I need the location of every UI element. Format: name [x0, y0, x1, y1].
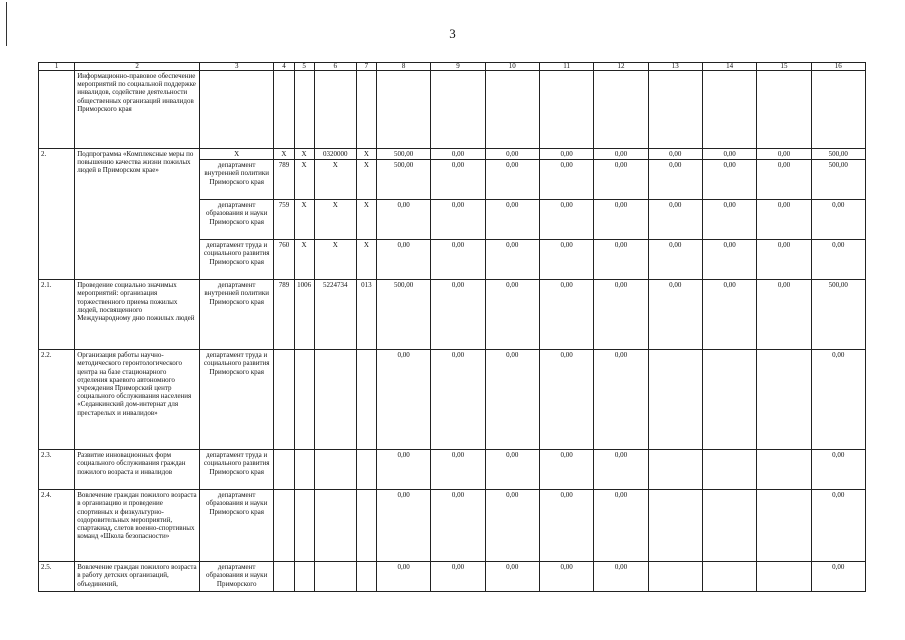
table-row [39, 490, 866, 562]
code-cell: 5224734 [314, 280, 356, 350]
row-number: 2.4. [39, 490, 75, 562]
value-cell: 0,00 [594, 149, 648, 160]
value-cell: 0,00 [539, 280, 593, 350]
code-cell: 1006 [294, 280, 314, 350]
table-row [39, 71, 866, 149]
value-cell: 500,00 [376, 280, 430, 350]
code-cell: 0320000 [314, 149, 356, 160]
value-cell: 0,00 [648, 149, 702, 160]
value-cell: 0,00 [539, 490, 593, 562]
value-cell: 0,00 [757, 200, 811, 240]
value-cell [757, 350, 811, 450]
col-header: 9 [431, 63, 485, 71]
value-cell: 0,00 [539, 450, 593, 490]
measure-name: Организация работы научно-методического геронтологического центра на базе стационарного отделения краевого автономного учреждения Приморский центр социального обслуживания населения «Седанкинский дом-интернат для престарелых и инвалидов» [75, 350, 200, 450]
code-cell: X [314, 200, 356, 240]
row-number: 2.3. [39, 450, 75, 490]
value-cell: 500,00 [811, 280, 865, 350]
value-cell [648, 450, 702, 490]
code-cell: 759 [274, 200, 294, 240]
value-cell: 0,00 [594, 490, 648, 562]
value-cell [702, 450, 756, 490]
col-header: 15 [757, 63, 811, 71]
value-cell: 0,00 [811, 490, 865, 562]
value-cell: 0,00 [594, 200, 648, 240]
value-cell: 0,00 [376, 450, 430, 490]
col-header: 4 [274, 63, 294, 71]
code-cell: 789 [274, 160, 294, 200]
col-header: 14 [702, 63, 756, 71]
page-number: 3 [449, 26, 456, 41]
value-cell: 0,00 [702, 240, 756, 280]
col-header: 13 [648, 63, 702, 71]
value-cell: 0,00 [431, 149, 485, 160]
value-cell: 0,00 [485, 490, 539, 562]
col-header: 7 [356, 63, 376, 71]
value-cell: 500,00 [376, 149, 430, 160]
code-cell: X [294, 160, 314, 200]
table-row [39, 450, 866, 490]
row-number: 2. [39, 149, 75, 280]
col-header: 8 [376, 63, 430, 71]
value-cell: 0,00 [539, 240, 593, 280]
executor: департамент труда и социального развития Приморского края [199, 450, 273, 490]
value-cell: 0,00 [485, 200, 539, 240]
value-cell: 0,00 [648, 200, 702, 240]
value-cell: 500,00 [811, 149, 865, 160]
value-cell: 0,00 [485, 240, 539, 280]
value-cell: 0,00 [702, 160, 756, 200]
value-cell: 0,00 [757, 160, 811, 200]
value-cell: 0,00 [376, 350, 430, 450]
col-header: 5 [294, 63, 314, 71]
value-cell: 0,00 [757, 240, 811, 280]
value-cell [757, 450, 811, 490]
code-cell: X [356, 240, 376, 280]
value-cell: 0,00 [811, 200, 865, 240]
measure-name: Подпрограмма «Комплексные меры по повышению качества жизни пожилых людей в Приморском крае» [75, 149, 200, 280]
value-cell: 0,00 [594, 562, 648, 592]
code-cell: X [314, 160, 356, 200]
table-row [39, 149, 866, 160]
value-cell: 500,00 [376, 160, 430, 200]
executor: департамент образования и науки Приморского [199, 562, 273, 592]
col-header: 10 [485, 63, 539, 71]
value-cell: 0,00 [376, 240, 430, 280]
value-cell: 0,00 [539, 160, 593, 200]
value-cell: 0,00 [539, 350, 593, 450]
value-cell: 0,00 [539, 149, 593, 160]
row-number: 2.5. [39, 562, 75, 592]
value-cell: 0,00 [431, 450, 485, 490]
measure-name: Информационно-правовое обеспечение мероприятий по социальной поддержке инвалидов, содействие деятельности общественных организаций инвалидов Приморского края [75, 71, 200, 149]
value-cell: 0,00 [702, 280, 756, 350]
value-cell [648, 490, 702, 562]
code-cell: X [274, 149, 294, 160]
value-cell: 0,00 [811, 450, 865, 490]
code-cell: X [294, 149, 314, 160]
col-header: 1 [39, 63, 75, 71]
col-header: 11 [539, 63, 593, 71]
value-cell: 0,00 [702, 149, 756, 160]
value-cell [702, 562, 756, 592]
value-cell: 0,00 [702, 200, 756, 240]
value-cell: 0,00 [648, 160, 702, 200]
value-cell: 0,00 [811, 240, 865, 280]
row-number: 2.2. [39, 350, 75, 450]
value-cell: 0,00 [431, 240, 485, 280]
value-cell [702, 350, 756, 450]
value-cell: 0,00 [539, 200, 593, 240]
value-cell: 0,00 [757, 280, 811, 350]
value-cell: 0,00 [485, 350, 539, 450]
executor: департамент труда и социального развития Приморского края [199, 350, 273, 450]
measure-name: Вовлечение граждан пожилого возраста в организацию и проведение спортивных и физкультурно-оздоровительных мероприятий, спартакиад, слетов военно-спортивных команд «Школа безопасности» [75, 490, 200, 562]
value-cell: 0,00 [431, 280, 485, 350]
value-cell: 0,00 [431, 200, 485, 240]
code-cell: X [314, 240, 356, 280]
value-cell: 0,00 [431, 350, 485, 450]
code-cell: X [294, 240, 314, 280]
value-cell: 0,00 [594, 350, 648, 450]
value-cell: 0,00 [594, 450, 648, 490]
executor: департамент образования и науки Приморского края [199, 490, 273, 562]
value-cell: 0,00 [648, 240, 702, 280]
col-header: 6 [314, 63, 356, 71]
value-cell: 0,00 [485, 562, 539, 592]
value-cell: 0,00 [757, 149, 811, 160]
value-cell [757, 490, 811, 562]
executor: департамент труда и социального развития Приморского края [199, 240, 273, 280]
budget-table [38, 62, 866, 592]
code-cell: 789 [274, 280, 294, 350]
measure-name: Проведение социально значимых мероприятий: организация торжественного приема пожилых людей, посвященного Международному дню пожилых людей [75, 280, 200, 350]
col-header: 12 [594, 63, 648, 71]
value-cell [648, 562, 702, 592]
value-cell: 0,00 [485, 450, 539, 490]
row-number: 2.1. [39, 280, 75, 350]
header-row [39, 63, 866, 71]
value-cell: 0,00 [376, 200, 430, 240]
value-cell: 0,00 [431, 490, 485, 562]
value-cell: 0,00 [485, 280, 539, 350]
value-cell: 0,00 [594, 280, 648, 350]
code-cell: X [356, 200, 376, 240]
table-row [39, 350, 866, 450]
value-cell: 0,00 [594, 160, 648, 200]
executor: департамент внутренней политики Приморского края [199, 160, 273, 200]
value-cell [702, 490, 756, 562]
code-cell: 760 [274, 240, 294, 280]
executor: департамент внутренней политики Приморского края [199, 280, 273, 350]
table-row [39, 280, 866, 350]
value-cell: 0,00 [431, 160, 485, 200]
value-cell: 0,00 [811, 562, 865, 592]
table-row [39, 562, 866, 592]
col-header: 2 [75, 63, 200, 71]
value-cell: 0,00 [539, 562, 593, 592]
col-header: 3 [199, 63, 273, 71]
measure-name: Развитие инновационных форм социального обслуживания граждан пожилого возраста и инвалидов [75, 450, 200, 490]
value-cell [648, 350, 702, 450]
value-cell: 0,00 [485, 149, 539, 160]
code-cell: 013 [356, 280, 376, 350]
executor: департамент образования и науки Приморского края [199, 200, 273, 240]
value-cell: 0,00 [811, 350, 865, 450]
code-cell: X [294, 200, 314, 240]
executor: X [199, 149, 273, 160]
value-cell: 0,00 [485, 160, 539, 200]
value-cell: 0,00 [594, 240, 648, 280]
value-cell: 0,00 [376, 562, 430, 592]
value-cell: 500,00 [811, 160, 865, 200]
value-cell: 0,00 [376, 490, 430, 562]
value-cell: 0,00 [431, 562, 485, 592]
col-header: 16 [811, 63, 865, 71]
value-cell [757, 562, 811, 592]
code-cell: X [356, 149, 376, 160]
value-cell: 0,00 [648, 280, 702, 350]
code-cell: X [356, 160, 376, 200]
measure-name: Вовлечение граждан пожилого возраста в работу детских организаций, объединений, [75, 562, 200, 592]
